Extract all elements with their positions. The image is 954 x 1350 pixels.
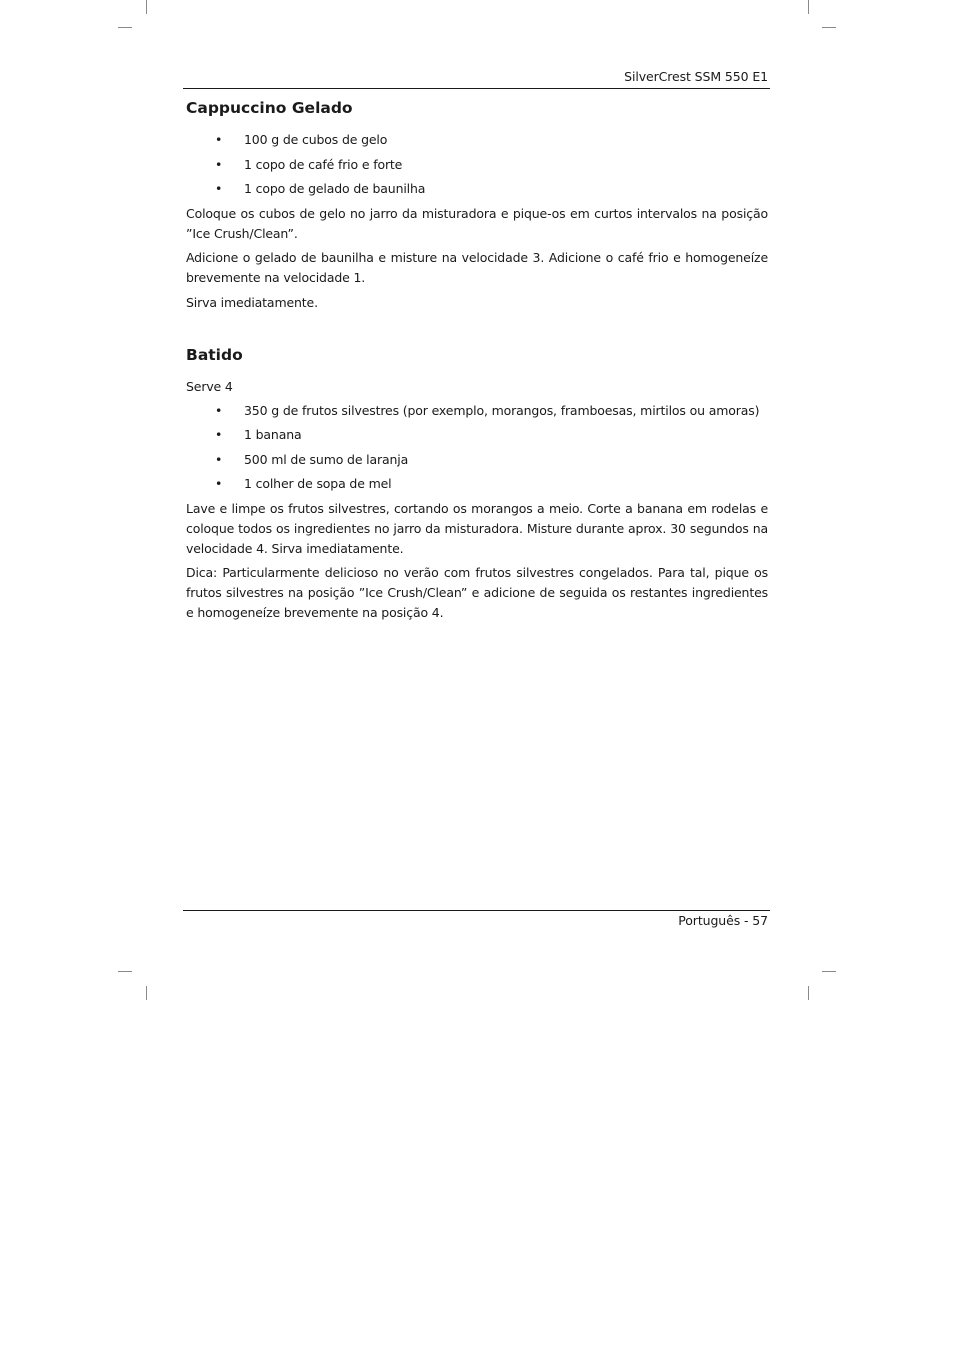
serves-text: Serve 4 <box>186 378 233 394</box>
crop-mark-top-right-horizontal <box>822 27 836 28</box>
ingredient-text: 500 ml de sumo de laranja <box>244 451 409 467</box>
instruction-paragraph: Lave e limpe os frutos silvestres, cortando os morangos a meio. Corte a banana em rodelas e coloque todos os ingredientes no jarro da misturadora. Misture durante aprox. 30 segundos na velocidade 4. Sirva imediatamente. <box>186 500 768 556</box>
bullet-icon: • <box>215 181 223 196</box>
ingredient-item <box>186 155 768 175</box>
crop-mark-top-right-vertical <box>808 0 809 14</box>
recipe-title: Batido <box>186 345 243 364</box>
ingredient-item <box>186 450 768 470</box>
recipe-title: Cappuccino Gelado <box>186 99 353 117</box>
ingredient-text: 100 g de cubos de gelo <box>244 132 388 147</box>
crop-mark-bottom-left-horizontal <box>118 971 132 972</box>
ingredient-item <box>186 474 768 494</box>
ingredient-item <box>186 130 768 150</box>
bullet-icon: • <box>215 476 223 491</box>
ingredient-text: 1 colher de sopa de mel <box>244 476 392 491</box>
ingredient-text: 1 banana <box>244 427 302 442</box>
bullet-icon: • <box>215 132 223 147</box>
tip-paragraph: Dica: Particularmente delicioso no verão com frutos silvestres congelados. Para tal, pique os frutos silvestres na posição ”Ice Crush/Clean” e adicione de seguida os restantes ingredientes e homogeneíze brevemente na posição 4. <box>186 565 768 620</box>
recipe-batido <box>186 344 768 624</box>
ingredient-text: 350 g de frutos silvestres (por exemplo, morangos, framboesas, mirtilos ou amoras) <box>244 402 760 418</box>
recipe-cappuccino-gelado <box>186 97 768 313</box>
page-content <box>186 97 768 628</box>
bullet-icon: • <box>215 156 223 172</box>
page-number: Português - 57 <box>678 913 768 928</box>
footer-rule <box>183 910 770 911</box>
crop-mark-bottom-left-vertical <box>146 986 147 1000</box>
ingredient-text: 1 copo de café frio e forte <box>244 156 403 172</box>
ingredient-item <box>186 425 768 445</box>
instruction-paragraph: Adicione o gelado de baunilha e misture na velocidade 3. Adicione o café frio e homogeneíze brevemente na velocidade 1. <box>186 250 768 285</box>
ingredient-item <box>186 401 768 421</box>
ingredient-item <box>186 179 768 199</box>
instruction-paragraph: Coloque os cubos de gelo no jarro da misturadora e pique-os em curtos intervalos na posição ”Ice Crush/Clean”. <box>186 205 768 241</box>
crop-mark-top-left-horizontal <box>118 27 132 28</box>
header-product-name: SilverCrest SSM 550 E1 <box>624 69 768 84</box>
ingredient-list <box>186 130 768 199</box>
crop-mark-top-left-vertical <box>146 0 147 14</box>
bullet-icon: • <box>215 402 223 418</box>
header-rule <box>183 88 770 89</box>
bullet-icon: • <box>215 427 223 442</box>
bullet-icon: • <box>215 451 223 467</box>
ingredient-list <box>186 401 768 495</box>
crop-mark-bottom-right-vertical <box>808 986 809 1000</box>
crop-mark-bottom-right-horizontal <box>822 971 836 972</box>
ingredient-text: 1 copo de gelado de baunilha <box>244 181 426 196</box>
instruction-paragraph: Sirva imediatamente. <box>186 294 318 310</box>
